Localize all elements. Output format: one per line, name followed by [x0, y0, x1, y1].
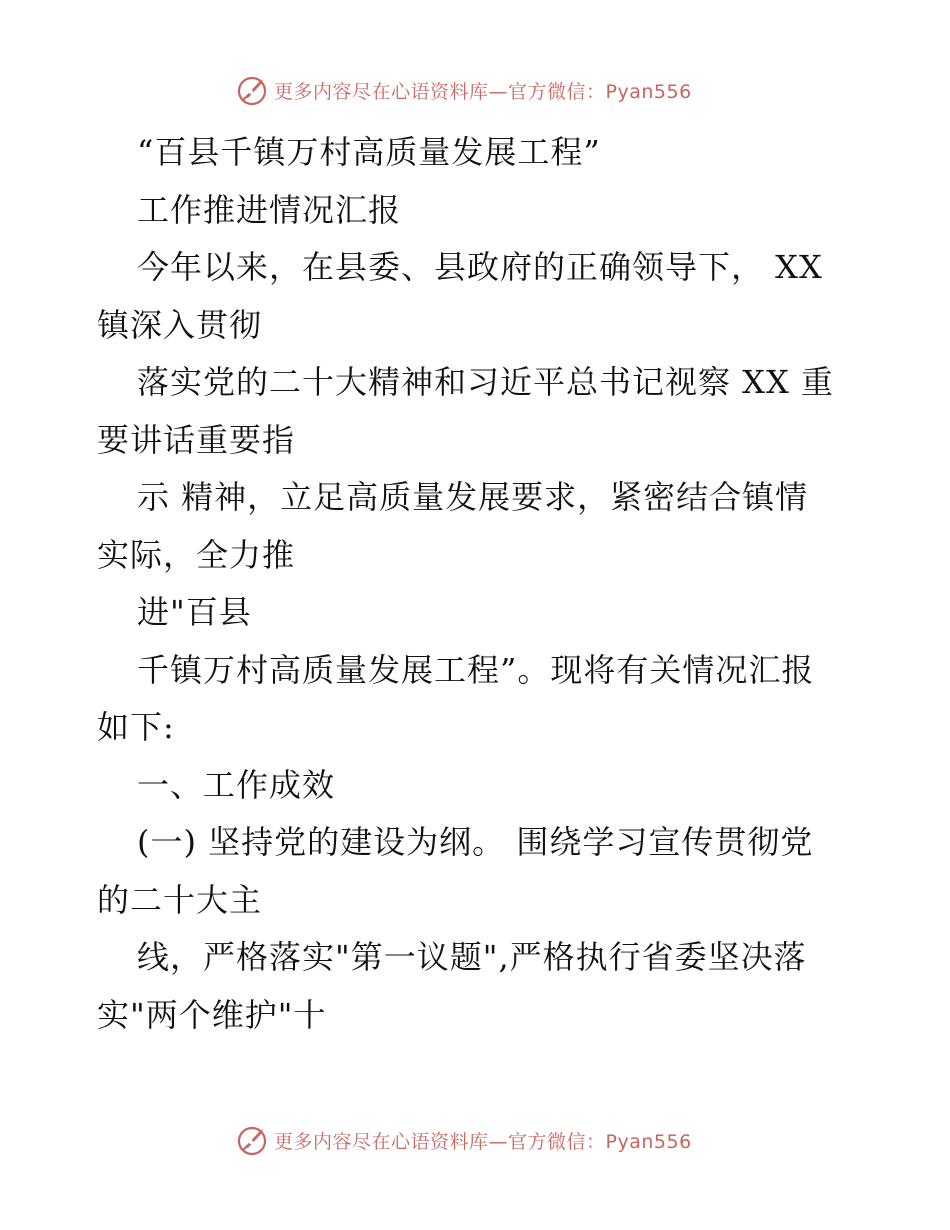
text-line: 要讲话重要指: [97, 420, 296, 459]
text-line: 一、工作成效: [137, 765, 336, 804]
quill-logo-icon: [236, 73, 270, 107]
text-line: 千镇万村高质量发展工程”。现将有关情况汇报: [137, 650, 815, 689]
text-line: 实"两个维护"十: [97, 995, 327, 1034]
text-line: 镇深入贯彻: [97, 305, 263, 344]
text-line: 进"百县: [137, 593, 252, 631]
text-line: 线，严格落实"第一议题",严格执行省委坚决落: [137, 938, 807, 976]
text-line: 工作推进情况汇报: [137, 190, 402, 229]
text-line: 实际，全力推: [97, 535, 296, 574]
text-line: (一) 坚持党的建设为纲。 围绕学习宣传贯彻党: [137, 823, 814, 861]
watermark-footer: [236, 1122, 692, 1158]
text-line: 示 精神，立足高质量发展要求，紧密结合镇情: [137, 478, 809, 516]
text-line: 落实党的二十大精神和习近平总书记视察 XX 重: [137, 363, 834, 401]
watermark-text: 更多内容尽在心语资料库—官方微信：Pyan556: [274, 1130, 692, 1153]
text-line: 如下:: [97, 708, 175, 746]
quill-logo-icon: [236, 1123, 270, 1157]
watermark-header: [236, 72, 692, 108]
text-line: 今年以来，在县委、县政府的正确领导下， XX: [137, 248, 823, 286]
document-body: [97, 124, 857, 1044]
watermark-text: 更多内容尽在心语资料库—官方微信：Pyan556: [274, 80, 692, 103]
text-line: “百县千镇万村高质量发展工程”: [137, 133, 601, 171]
text-line: 的二十大主: [97, 880, 263, 919]
